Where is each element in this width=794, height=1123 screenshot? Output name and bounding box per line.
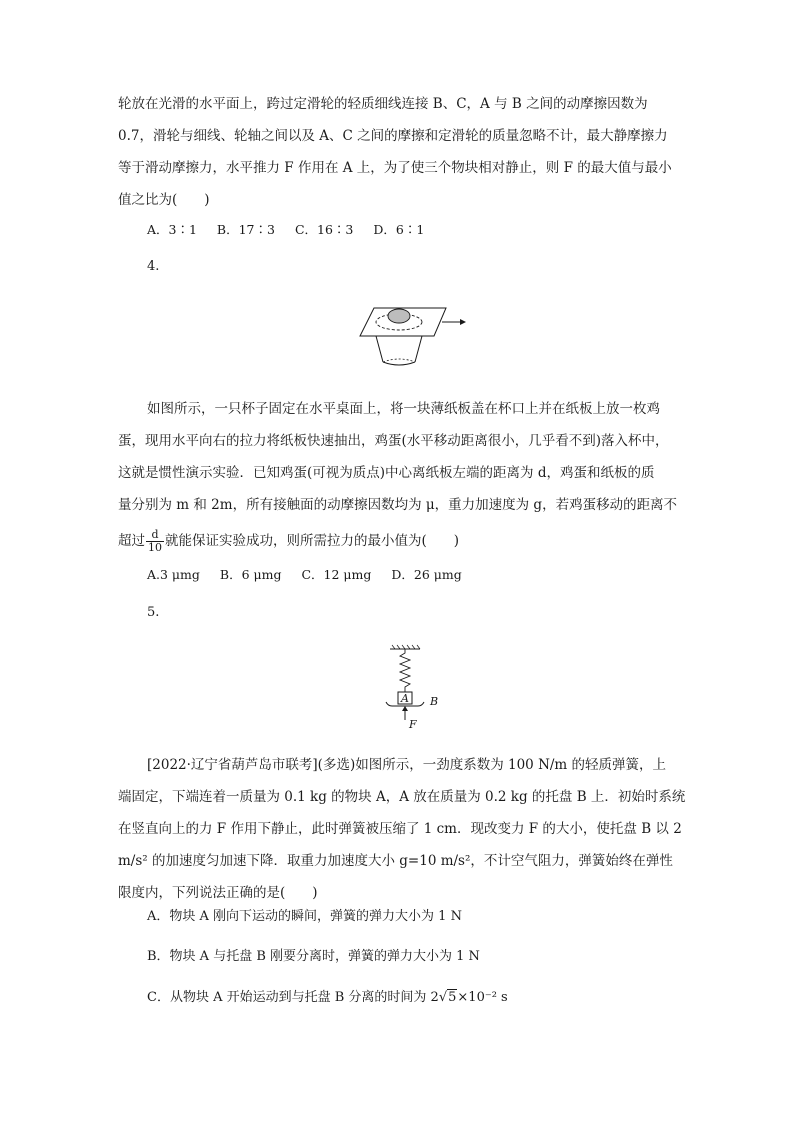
q5-line: 限度内，下列说法正确的是( ) (118, 885, 318, 901)
q4-line: 如图所示，一只杯子固定在水平桌面上，将一块薄纸板盖在杯口上并在纸板上放一枚鸡 (147, 401, 660, 417)
q3-option-d: D．6∶1 (373, 222, 425, 237)
q4-number: 4. (147, 259, 160, 274)
pull-arrow-head (460, 319, 466, 325)
q4-option-d: D．26 μmg (391, 567, 462, 582)
cup-bottom (383, 362, 415, 365)
q5-number: 5. (147, 605, 160, 620)
q5-option-b: B．物块 A 与托盘 B 刚要分离时，弹簧的弹力大小为 1 N (147, 949, 480, 964)
sqrt-symbol: √ (438, 990, 448, 1005)
q3-option-c: C．16∶3 (294, 222, 354, 237)
q5-option-a: A．物块 A 刚向下运动的瞬间，弹簧的弹力大小为 1 N (147, 909, 462, 924)
q5-line: [2022·辽宁省葫芦岛市联考](多选)如图所示，一劲度系数为 100 N/m 的轻质弹簧，上 (147, 757, 667, 773)
q3-line: 0.7，滑轮与细线、轮轴之间以及 A、C 之间的摩擦和定滑轮的质量忽略不计，最大静摩擦力 (118, 128, 668, 144)
cup-bottom-back (383, 359, 415, 362)
q3-line: 轮放在光滑的水平面上，跨过定滑轮的轻质细线连接 B、C，A 与 B 之间的动摩擦因数为 (118, 96, 648, 112)
cup-left-wall (376, 336, 383, 362)
fraction-d-over-10: $\frac{d}{10}$ (148, 528, 162, 554)
tray-b-label: B (430, 695, 439, 708)
egg (388, 309, 410, 323)
q4-option-a: A.3 μmg (147, 567, 200, 582)
q3-option-b: B．17∶3 (216, 222, 275, 237)
q5-option-c: C．从物块 A 开始运动到与托盘 B 分离的时间为 2√5×10⁻² s (147, 990, 508, 1005)
q3-line: 等于滑动摩擦力，水平推力 F 作用在 A 上，为了使三个物块相对静止，则 F 的最大值与最小 (118, 160, 672, 176)
q3-options (147, 220, 440, 238)
q4-line: 量分别为 m 和 2m，所有接触面的动摩擦因数均为 μ，重力加速度为 g，若鸡蛋移动的距离不 (118, 497, 678, 513)
force-label: F (409, 718, 417, 731)
q4-line: 这就是惯性演示实验．已知鸡蛋(可视为质点)中心离纸板左端的距离为 d，鸡蛋和纸板的质 (118, 465, 655, 481)
spring-block-diagram (380, 645, 450, 735)
q5-line: 端固定，下端连着一质量为 0.1 kg 的物块 A，A 放在质量为 0.2 kg 的托盘 B 上．初始时系统 (118, 789, 686, 805)
q4-stem (118, 393, 678, 557)
q4-option-c: C．12 μmg (301, 567, 372, 582)
sqrt-radicand: 5 (448, 990, 457, 1005)
q3-line: 值之比为( ) (118, 192, 210, 208)
cup-right-wall (415, 336, 422, 362)
q4-line-last: 超过 $\frac{d}{10}$ 就能保证实验成功，则所需拉力的最小值为( ) (118, 528, 460, 554)
q4-options (147, 565, 478, 583)
q5-line: m/s² 的加速度匀加速下降．取重力加速度大小 g=10 m/s²，不计空气阻力，弹簧始终在弹性 (118, 853, 673, 869)
force-arrow-head (402, 706, 408, 711)
spring (400, 649, 410, 692)
q5-line: 在竖直向上的力 F 作用下静止，此时弹簧被压缩了 1 cm．现改变力 F 的大小，使托盘 B 以 2 (118, 821, 682, 837)
block-a-label: A (401, 692, 409, 705)
q3-stem (118, 88, 678, 216)
cup-egg-diagram (354, 300, 474, 370)
q4-option-b: B．6 μmg (219, 567, 282, 582)
ceiling-hatch (392, 645, 420, 649)
q3-option-a: A．3∶1 (147, 222, 197, 237)
q5-stem (118, 749, 686, 909)
q4-line: 蛋，现用水平向右的拉力将纸板快速抽出，鸡蛋(水平移动距离很小，几乎看不到)落入杯中， (118, 433, 669, 449)
